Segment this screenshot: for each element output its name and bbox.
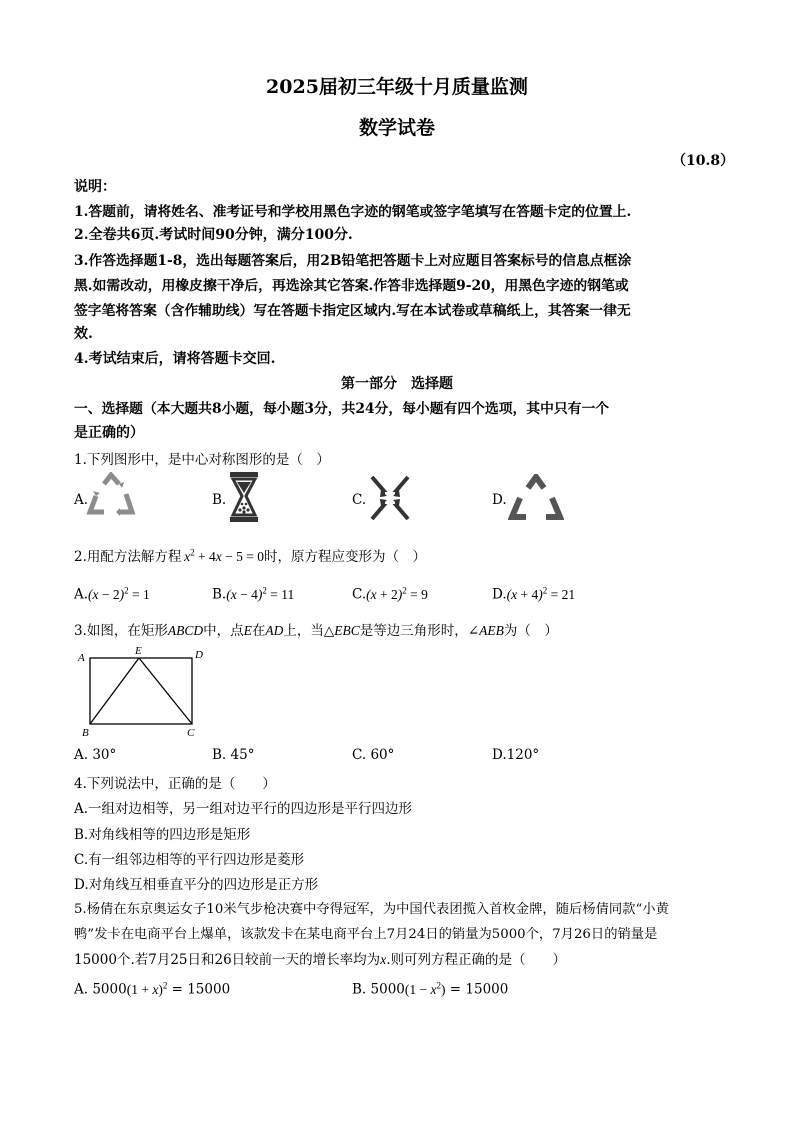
q2-option-label: B. bbox=[212, 586, 227, 603]
q3-stem-text: 在 bbox=[251, 623, 266, 639]
q3-option-a bbox=[74, 747, 116, 763]
q5-option-a: A. $5000(1 + x)^2 = 15000$ bbox=[74, 980, 231, 998]
q5-option-rhs: 15000 bbox=[187, 981, 231, 998]
q5-stem-text: 15000个.若7月25日和26日较前一天的增长率均为 bbox=[74, 952, 381, 968]
recycle-triangle-icon-d bbox=[508, 474, 564, 522]
section-heading: 一、选择题（本大题共8小题，每小题3分，共24分，每小题有四个选项，其中只有一个 bbox=[74, 401, 610, 417]
instruction-line: 4.考试结束后，请将答题卡交回. bbox=[74, 351, 276, 367]
q5-stem-line: 鸭”发卡在电商平台上爆单，该款发卡在某电商平台上7月24日的销量为5000个，7月26日的销量是 bbox=[74, 927, 658, 942]
q2-option-c: $C.(x + 2)^2 = 9$ bbox=[352, 585, 428, 603]
q2-option-op: + bbox=[520, 586, 529, 602]
q3-option-label: B. bbox=[212, 747, 227, 763]
q3-option-value: 60° bbox=[370, 747, 395, 763]
q5-option-b: B. $5000(1 - x^2) = 15000$ bbox=[352, 980, 509, 998]
exam-title: 2025届初三年级十月质量监测 bbox=[266, 76, 528, 98]
q5-option-label: A. bbox=[74, 981, 89, 998]
q2-option-rhs: 9 bbox=[421, 586, 428, 602]
instruction-line: 2.全卷共6页.考试时间90分钟，满分100分. bbox=[74, 227, 353, 243]
q4-option: C.有一组邻边相等的平行四边形是菱形 bbox=[74, 852, 305, 868]
q3-rect-name: ABCD bbox=[167, 623, 204, 638]
q3-option-value: 30° bbox=[92, 747, 117, 763]
q2-option-label: D. bbox=[492, 586, 507, 603]
recycle-triangle-icon-a bbox=[86, 472, 136, 520]
q2-option-label: C. bbox=[352, 586, 367, 603]
q3-stem-text: 上，当△ bbox=[283, 623, 335, 639]
instruction-line: 效. bbox=[74, 326, 93, 342]
q5-option-rhs: 15000 bbox=[465, 981, 509, 998]
q3-option-label: A. bbox=[74, 747, 89, 763]
q1-option-c-label: C. bbox=[352, 492, 367, 508]
instruction-line: 3.作答选择题1-8，选出每题答案后，用2B铅笔把答题卡上对应题目答案标号的信息点框涂 bbox=[74, 253, 632, 269]
q1-option-b-label: B. bbox=[212, 492, 227, 508]
q2-option-rhs: 11 bbox=[281, 586, 295, 602]
instruction-line: 1.答题前，请将姓名、准考证号和学校用黑色字迹的钢笔或签字笔填写在答题卡定的位置上. bbox=[74, 204, 632, 220]
q3-label-e: E bbox=[135, 645, 142, 657]
q3-option-c bbox=[352, 747, 394, 763]
q2-option-b: $B.(x - 4)^2 = 11$ bbox=[212, 585, 295, 603]
q3-option-d bbox=[492, 747, 539, 763]
q2-stem bbox=[74, 545, 426, 565]
q2-stem-suffix: 时，原方程应变形为（ ） bbox=[263, 549, 426, 565]
q2-option-op: − bbox=[240, 586, 248, 602]
q3-label-a: A bbox=[78, 652, 85, 664]
q3-stem-text: 是等边三角形时，∠ bbox=[359, 623, 480, 639]
q3-triangle-name: EBC bbox=[334, 623, 360, 638]
q3-option-label: D. bbox=[492, 747, 507, 763]
q2-option-a-value: 4 bbox=[531, 586, 539, 602]
q3-option-b bbox=[212, 747, 254, 763]
q2-option-a-value: 2 bbox=[112, 586, 120, 602]
q1-option-d-label: D. bbox=[492, 492, 507, 508]
q3-label-c: C bbox=[187, 727, 195, 739]
q2-option-rhs: 1 bbox=[143, 586, 150, 602]
q3-stem-text: 为（ ） bbox=[503, 623, 558, 639]
q2-option-op: − bbox=[101, 586, 110, 602]
part1-title: 第一部分 选择题 bbox=[341, 376, 453, 392]
q5-option-label: B. bbox=[352, 981, 367, 998]
instruction-line: 签字笔将答案（含作辅助线）写在答题卡指定区域内.写在本试卷或草稿纸上，其答案一律无 bbox=[74, 303, 631, 319]
q3-stem bbox=[74, 619, 558, 639]
exam-date: （10.8） bbox=[672, 153, 735, 169]
q3-stem-text: 3.如图，在矩形 bbox=[74, 623, 168, 639]
hourglass-icon bbox=[228, 470, 260, 524]
q3-rectangle-figure bbox=[74, 644, 214, 740]
q4-option: A.一组对边相等，另一组对边平行的四边形是平行四边形 bbox=[74, 801, 413, 817]
q5-stem-text: .则可列方程正确的是（ ） bbox=[386, 952, 566, 968]
q2-stem-prefix: 2.用配方法解方程 bbox=[74, 549, 182, 565]
q5-option-coef: 5000 bbox=[92, 981, 127, 998]
q5-option-coef: 5000 bbox=[370, 981, 405, 998]
q2-option-a-value: 4 bbox=[251, 586, 258, 602]
q3-label-b: B bbox=[82, 727, 89, 739]
q2-option-label: A. bbox=[74, 586, 89, 603]
instructions-heading: 说明： bbox=[74, 179, 116, 195]
q3-point-name: E bbox=[243, 623, 252, 638]
q2-option-d: $D.(x + 4)^2 = 21$ bbox=[492, 585, 576, 603]
x-arrows-icon bbox=[368, 474, 412, 522]
q2-eq-coef1: 4 bbox=[208, 549, 216, 564]
q4-stem: 4.下列说法中，正确的是（ ） bbox=[74, 776, 276, 792]
q3-segment-name: AD bbox=[265, 623, 284, 638]
q5-variable: x bbox=[380, 952, 387, 967]
q2-option-rhs: 21 bbox=[561, 586, 576, 602]
q2-equation: $x^2 + 4x - 5 = 0$ bbox=[181, 547, 264, 564]
q5-stem-line: 5.杨倩在东京奥运女子10米气步枪决赛中夺得冠军，为中国代表团揽入首枚金牌，随后杨倩同款“小黄 bbox=[74, 902, 669, 917]
q3-option-value: 120° bbox=[506, 747, 540, 763]
q1-stem: 1.下列图形中，是中心对称图形的是（ ） bbox=[74, 452, 330, 468]
q2-eq-rhs: 0 bbox=[257, 549, 264, 564]
q5-stem-line bbox=[74, 948, 566, 968]
q4-option: D.对角线互相垂直平分的四边形是正方形 bbox=[74, 877, 319, 893]
q2-eq-coef2: 5 bbox=[236, 549, 243, 564]
q3-option-value: 45° bbox=[230, 747, 255, 763]
q2-option-op: + bbox=[380, 586, 388, 602]
q3-stem-text: 中，点 bbox=[203, 623, 244, 639]
exam-subject: 数学试卷 bbox=[358, 117, 435, 139]
q3-angle-name: AEB bbox=[479, 623, 504, 638]
instruction-line: 黑.如需改动，用橡皮擦干净后，再选涂其它答案.作答非选择题9-20，用黑色字迹的钢笔或 bbox=[74, 278, 629, 294]
q2-option-a: $A.(x - 2)^2 = 1$ bbox=[74, 585, 150, 603]
q3-option-label: C. bbox=[352, 747, 367, 763]
q3-label-d: D bbox=[195, 649, 203, 661]
section-heading-cont: 是正确的） bbox=[74, 425, 144, 441]
q1-option-a-label: A. bbox=[74, 492, 89, 508]
q4-option: B.对角线相等的四边形是矩形 bbox=[74, 827, 251, 843]
q2-option-a-value: 2 bbox=[391, 586, 398, 602]
